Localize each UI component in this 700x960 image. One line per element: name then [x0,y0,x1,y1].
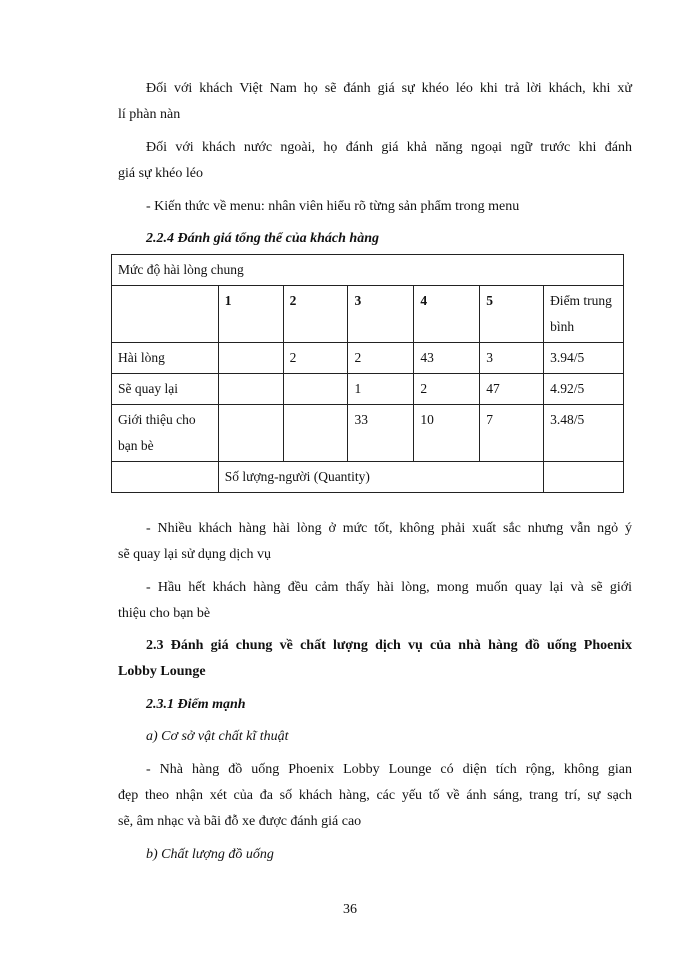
table-cell [218,343,283,374]
table-cell: 47 [480,374,544,405]
table-row [112,374,624,405]
table-row [112,343,624,374]
table-header-cell: 3 [348,286,414,343]
table-cell: 3 [480,343,544,374]
table-cell [218,374,283,405]
table-cell: 33 [348,405,414,462]
heading-2-3-line2: Lobby Lounge [118,664,206,679]
paragraph-satisfied-line2: sẽ quay lại sử dụng dịch vụ [118,547,272,562]
paragraph-satisfied-line1: - Nhiều khách hàng hài lòng ở mức tốt, không phải xuất sắc nhưng vẫn ngỏ ý [146,521,632,536]
paragraph-vietnamese-guests-line1: Đối với khách Việt Nam họ sẽ đánh giá sự khéo léo khi trả lời khách, khi xử [146,81,632,96]
table-header-row [112,286,624,343]
paragraph-foreign-guests-line2: giá sự khéo léo [118,166,203,181]
table-cell [283,405,348,462]
paragraph-vietnamese-guests-line2: lí phàn nàn [118,107,181,122]
table-footer-empty [112,462,219,493]
heading-2-2-4: 2.2.4 Đánh giá tổng thể của khách hàng [146,231,379,246]
table-cell [283,374,348,405]
table-cell: 43 [414,343,480,374]
row-label: Sẽ quay lại [112,374,219,405]
table-footer-quantity: Số lượng-người (Quantity) [218,462,543,493]
table-title: Mức độ hài lòng chung [112,255,624,286]
table-cell: 2 [414,374,480,405]
satisfaction-table [111,254,624,493]
heading-2-3-1: 2.3.1 Điểm mạnh [146,697,246,712]
table-cell [218,405,283,462]
table-header-cell: 5 [480,286,544,343]
table-header-cell-average: Điểm trung bình [544,286,624,343]
table-footer-row [112,462,624,493]
paragraph-menu-knowledge: - Kiến thức về menu: nhân viên hiểu rõ từng sản phẩm trong menu [146,199,520,214]
table-cell: 7 [480,405,544,462]
table-cell: 10 [414,405,480,462]
row-label: Hài lòng [112,343,219,374]
table-row [112,405,624,462]
table-header-cell: 2 [283,286,348,343]
table-cell-average: 3.48/5 [544,405,624,462]
table-cell: 1 [348,374,414,405]
paragraph-facilities-line1: - Nhà hàng đồ uống Phoenix Lobby Lounge có diện tích rộng, không gian [146,762,632,777]
table-cell: 2 [348,343,414,374]
table-cell-average: 3.94/5 [544,343,624,374]
table-header-cell: 1 [218,286,283,343]
table-footer-empty [544,462,624,493]
paragraph-most-guests-line1: - Hầu hết khách hàng đều cảm thấy hài lòng, mong muốn quay lại và sẽ giới [146,580,632,595]
paragraph-facilities-line3: sẽ, âm nhạc và bãi đỗ xe được đánh giá cao [118,814,362,829]
subheading-b: b) Chất lượng đồ uống [146,847,274,862]
table-cell-average: 4.92/5 [544,374,624,405]
table-cell: 2 [283,343,348,374]
paragraph-foreign-guests-line1: Đối với khách nước ngoài, họ đánh giá khả năng ngoại ngữ trước khi đánh [146,140,632,155]
paragraph-facilities-line2: đẹp theo nhận xét của đa số khách hàng, các yếu tố về ánh sáng, trang trí, sự sạch [118,788,632,803]
heading-2-3-line1: 2.3 Đánh giá chung về chất lượng dịch vụ của nhà hàng đồ uống Phoenix [146,638,632,653]
table-header-cell: 4 [414,286,480,343]
row-label: Giới thiệu cho bạn bè [112,405,219,462]
subheading-a: a) Cơ sở vật chất kĩ thuật [146,729,289,744]
page-number: 36 [343,902,357,917]
paragraph-most-guests-line2: thiệu cho bạn bè [118,606,211,621]
table-header-cell [112,286,219,343]
